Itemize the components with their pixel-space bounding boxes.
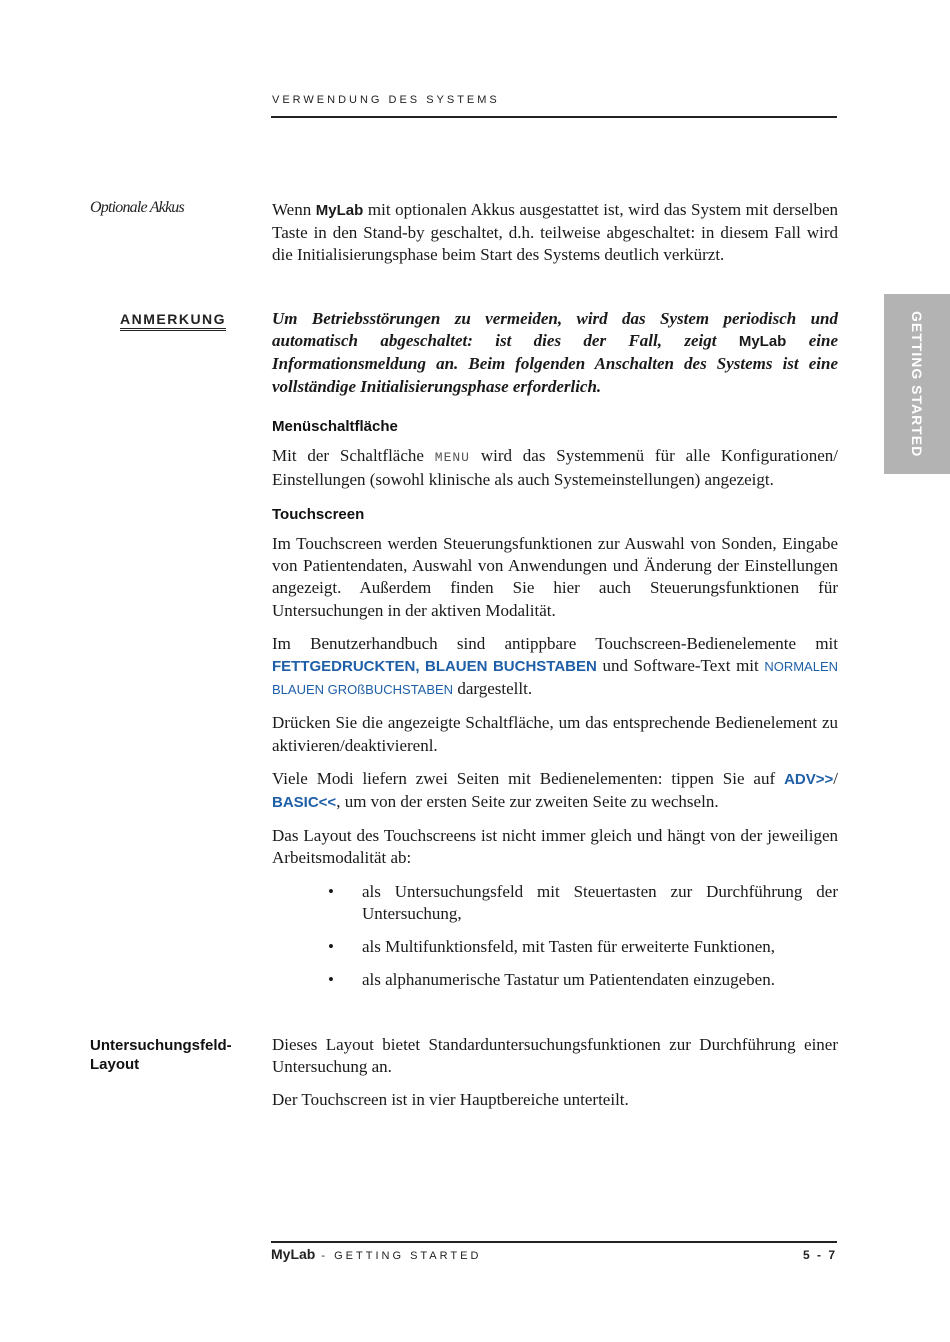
heading-touchscreen: Touchscreen (272, 506, 365, 523)
touchscreen-section (272, 506, 838, 991)
paragraph-touch-4: Viele Modi liefern zwei Seiten mit Bedienelementen: tippen Sie auf ADV>>/ BASIC<<, um von der ersten Seite zur zweiten Seite zu wechseln. (272, 768, 838, 812)
list-item: • als Multifunktionsfeld, mit Tasten für erweiterte Funktionen, (328, 937, 776, 957)
paragraph-touch-1: Im Touchscreen werden Steuerungsfunktionen zur Auswahl von Sonden, Eingabe von Patientendaten, Auswahl von Anwendungen und Änderung der Einstellungen angezeigt. Außerdem finden Sie hier auch Steuerungsfunktionen für Untersuchungen in der aktiven Modalität. (272, 534, 838, 620)
side-label-optional-batteries: Optionale Akkus (90, 199, 184, 216)
brand-name: MyLab (738, 333, 787, 351)
page-number: 5 - 7 (802, 1248, 837, 1262)
basic-label: BASIC<< (272, 794, 337, 812)
paragraph-exam-1: Dieses Layout bietet Standarduntersuchungsfunktionen zur Durchführung einer Untersuchung an. (272, 1035, 838, 1077)
blue-small-text: NORMALEN BLAUEN GROßBUCHSTABEN (272, 659, 839, 698)
paragraph-touch-5: Das Layout des Touchscreens ist nicht immer gleich und hängt von der jeweiligen Arbeitsmodalität ab: (272, 826, 838, 868)
chapter-tab-label: GETTING STARTED (909, 310, 925, 458)
text-run: Wenn (272, 200, 312, 219)
text-run: , um von der ersten Seite zur zweiten Seite zu wechseln. (336, 792, 719, 812)
chapter-tab (884, 294, 950, 474)
blue-bold-text: FETTGEDRUCKTEN, BLAUEN BUCHSTABEN (272, 658, 597, 676)
side-label-exam-layout: Untersuchungsfeld-Layout (90, 1037, 232, 1073)
menu-key: MENU (434, 450, 470, 465)
side-label-note: ANMERKUNG (120, 311, 226, 331)
footer-rule (271, 1241, 837, 1243)
list-item: • als alphanumerische Tastatur um Patientendaten einzugeben. (328, 970, 775, 990)
list-item-text: als Untersuchungsfeld mit Steuertasten zur Durchführung der Untersuchung, (362, 881, 838, 923)
header-rule (271, 116, 837, 118)
text-run: Um Betriebsstörungen zu vermeiden, wird das System periodisch und automatisch abgeschaltet: ist dies der Fall, zeigt (272, 309, 838, 351)
paragraph-akkus (272, 199, 838, 267)
brand-name: MyLab (271, 1246, 316, 1262)
list-item-text: als alphanumerische Tastatur um Patientendaten einzugeben. (362, 970, 775, 990)
list-item-text: als Multifunktionsfeld, mit Tasten für erweiterte Funktionen, (362, 937, 776, 957)
running-header: VERWENDUNG DES SYSTEMS (272, 94, 500, 106)
footer-subtitle: - GETTING STARTED (321, 1250, 482, 1262)
menu-section (272, 418, 838, 491)
footer-title (271, 1246, 481, 1262)
list-item: • als Untersuchungsfeld mit Steuertasten zur Durchführung der Untersuchung, (328, 881, 838, 923)
brand-name: MyLab (315, 202, 364, 219)
paragraph-touch-3: Drücken Sie die angezeigte Schaltfläche, um das entsprechende Bedienelement zu aktivieren/deaktivierenl. (272, 713, 838, 755)
note-paragraph (272, 308, 838, 398)
text-run: dargestellt. (457, 679, 533, 699)
text-run: Mit der Schaltfläche (272, 446, 424, 465)
paragraph-touch-2 (272, 633, 838, 702)
heading-menu: Menüschaltfläche (272, 418, 398, 435)
exam-layout-section (272, 1034, 838, 1112)
text-run: und Software-Text mit (602, 656, 759, 676)
adv-label: ADV>> (784, 770, 834, 788)
text-run: eine Informationsmeldung an. Beim folgenden Anschalten des Systems ist eine vollständige Initialisierungsphase erforderlich. (272, 331, 839, 396)
layout-list (272, 881, 838, 992)
text-run: wird das Systemmenü für alle Konfigurationen/ Einstellungen (sowohl klinische als auch Systemeinstellungen) angezeigt. (272, 446, 839, 490)
text-run: Viele Modi liefern zwei Seiten mit Bedienelementen: tippen Sie auf (272, 768, 776, 788)
text-run: Im Benutzerhandbuch sind antippbare Touchscreen-Bedienelemente mit (272, 633, 838, 653)
paragraph-exam-2: Der Touchscreen ist in vier Hauptbereiche unterteilt. (272, 1090, 629, 1110)
text-run: mit optionalen Akkus ausgestattet ist, wird das System mit derselben Taste in den Stand-by geschaltet, d.h. teilweise abgeschaltet: in diesem Fall wird die Initialisierungsphase beim Start des Systems deutlich verkürzt. (272, 200, 839, 265)
